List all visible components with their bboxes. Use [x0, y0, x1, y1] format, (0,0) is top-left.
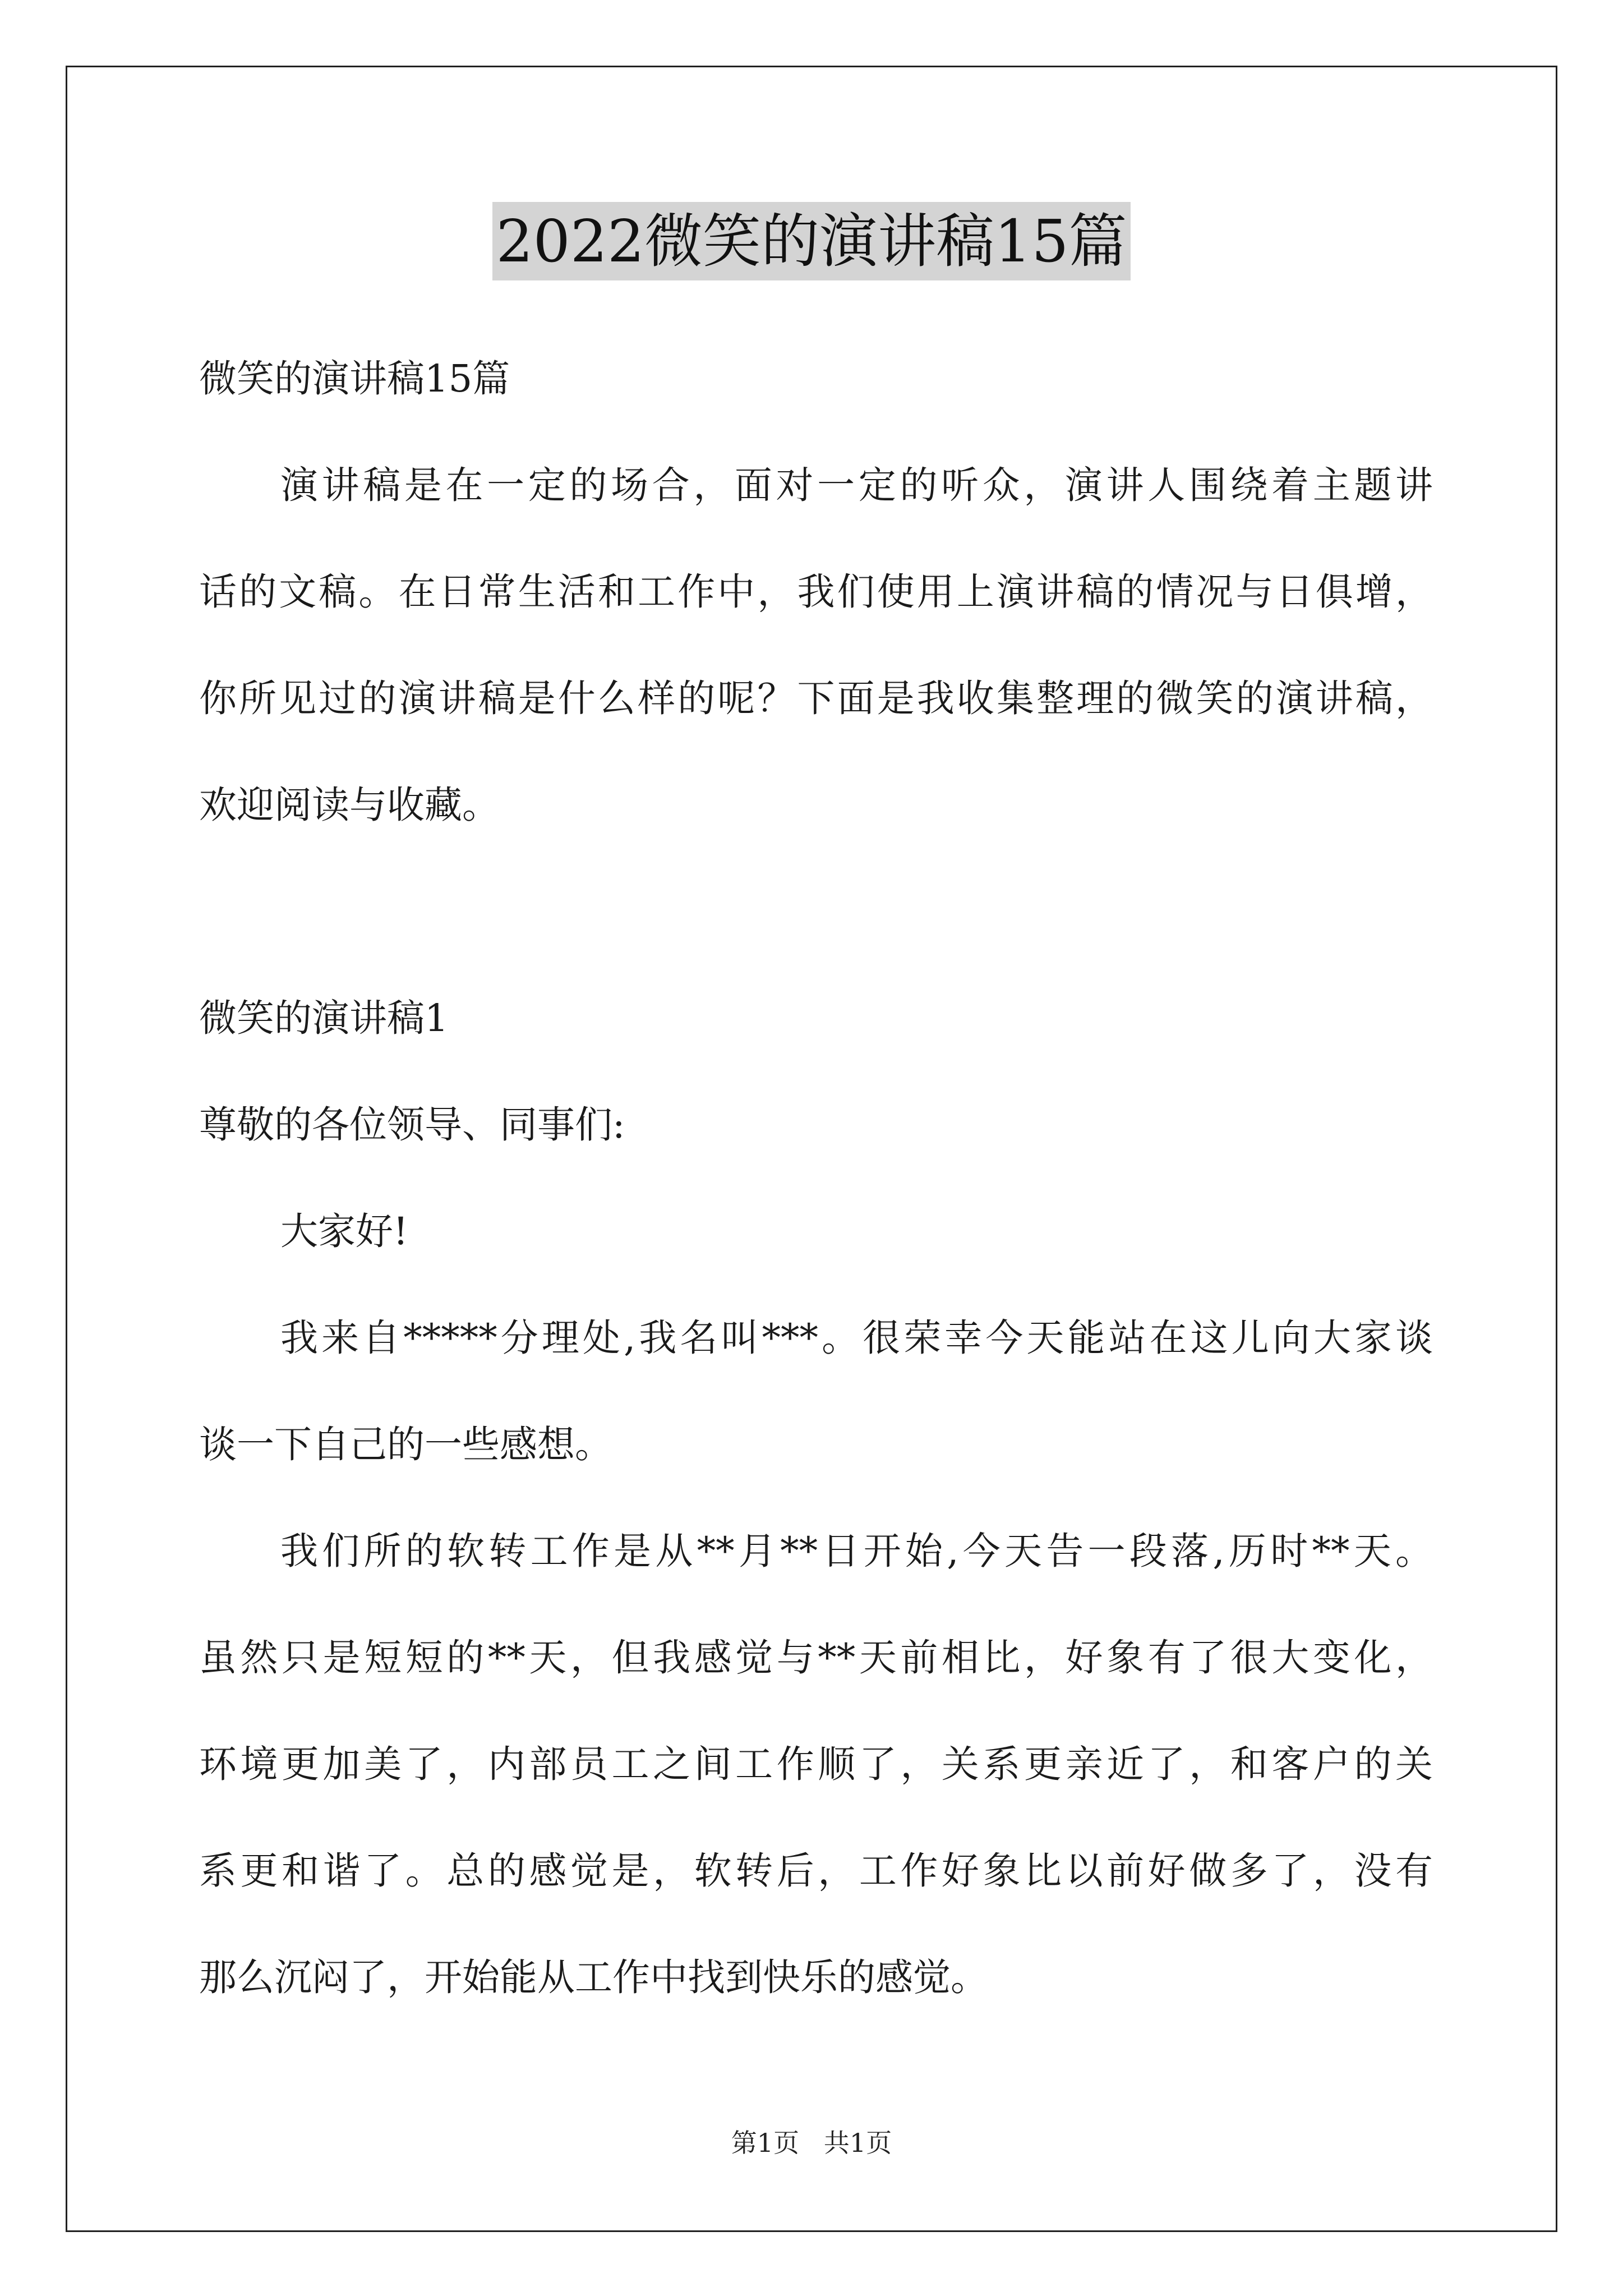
- paragraph1-line-2: 谈一下自己的一些感想。: [199, 1423, 612, 1466]
- greeting: 大家好!: [280, 1209, 408, 1253]
- intro-line-3: 你所见过的演讲稿是什么样的呢？下面是我收集整理的微笑的演讲稿，: [199, 677, 1433, 720]
- paragraph1-line-1: 我来自*****分理处,我名叫***。很荣幸今天能站在这儿向大家谈: [280, 1316, 1433, 1360]
- paragraph2-line-1: 我们所的软转工作是从**月**日开始,今天告一段落,历时**天。: [280, 1529, 1433, 1573]
- paragraph2-line-5: 那么沉闷了，开始能从工作中找到快乐的感觉。: [199, 1955, 988, 1999]
- paragraph2-line-4: 系更和谐了。总的感觉是，软转后，工作好象比以前好做多了，没有: [199, 1849, 1433, 1893]
- document-title: 2022微笑的演讲稿15篇: [492, 202, 1130, 280]
- document-subtitle: 微笑的演讲稿15篇: [199, 357, 510, 401]
- paragraph2-line-2: 虽然只是短短的**天，但我感觉与**天前相比，好象有了很大变化，: [199, 1636, 1433, 1680]
- intro-line-2: 话的文稿。在日常生活和工作中，我们使用上演讲稿的情况与日俱增，: [199, 570, 1433, 614]
- title-container: [0, 202, 1623, 280]
- salutation: 尊敬的各位领导、同事们:: [199, 1103, 625, 1147]
- intro-line-1: 演讲稿是在一定的场合，面对一定的听众，演讲人围绕着主题讲: [280, 463, 1433, 507]
- section-heading: 微笑的演讲稿1: [199, 996, 449, 1040]
- paragraph2-line-3: 环境更加美了，内部员工之间工作顺了，关系更亲近了，和客户的关: [199, 1742, 1433, 1786]
- intro-line-4: 欢迎阅读与收藏。: [199, 783, 500, 827]
- page-footer: 第1页 共1页: [731, 2128, 892, 2158]
